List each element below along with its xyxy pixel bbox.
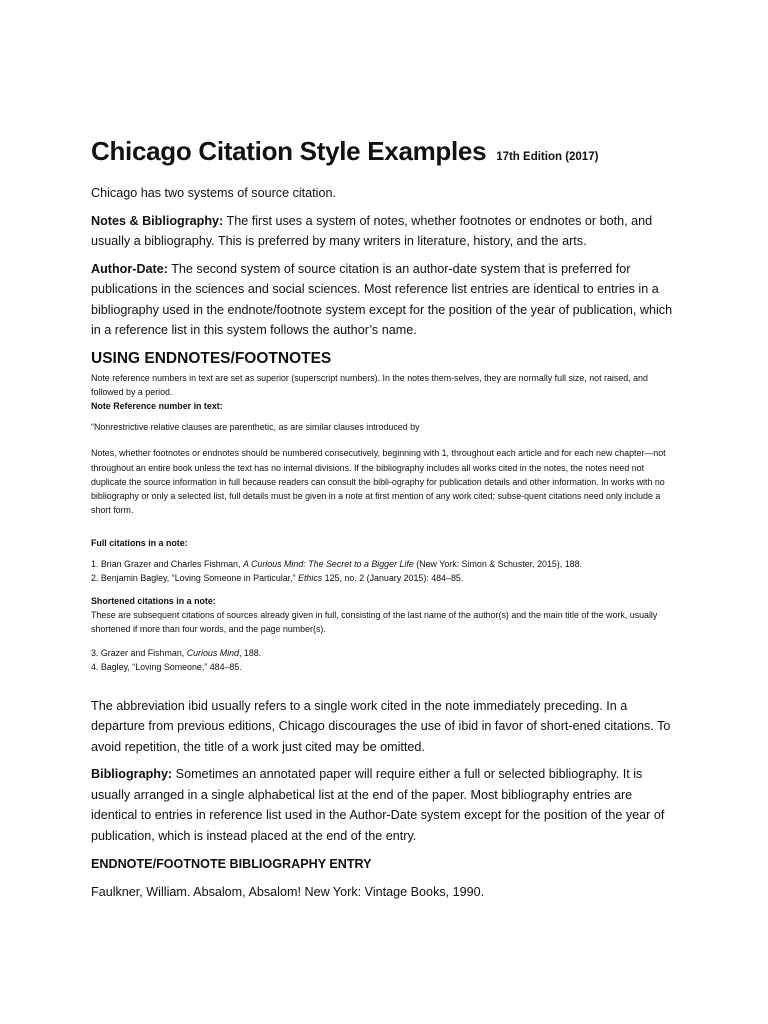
title-text: Chicago Citation Style Examples (91, 136, 487, 166)
bibliography-text: Sometimes an annotated paper will require either a full or selected bibliography. It is usually arranged in a single alphabetical list at the end of the paper. Most bibliography entries are identical to entries in reference list used in the Author-Date system except for the position of the year of publication, which is instead placed at the end of the entry. (91, 767, 665, 843)
bibliography-paragraph (91, 764, 676, 846)
bibliography-entry-heading: ENDNOTE/FOOTNOTE BIBLIOGRAPHY ENTRY (91, 857, 372, 872)
notes-bibliography-label: Notes & Bibliography: (91, 213, 224, 228)
note-reference-label: Note Reference number in text: (91, 400, 223, 411)
numbering-paragraph: Notes, whether footnotes or endnotes should be numbered consecutively, beginning with 1, throughout each article and for each new chapter—not throughout an entire book unless the text has no internal divisions. If the bibliography includes all works cited in the notes, the notes need not duplicate the source information in full because readers can consult the bibli-ography for publication details and other information. In works with no bibliography or only a selected list, full details must be given in a note at first mention of any work cited; subse-quent citations need only include a short form. (91, 448, 666, 516)
bibliography-example: Faulkner, William. Absalom, Absalom! New York: Vintage Books, 1990. (91, 885, 485, 900)
page-title (91, 134, 676, 174)
full-citation-2-author: 2. Benjamin Bagley, “Loving Someone in Particular,” (91, 572, 299, 583)
full-citation-1-publication: (New York: Simon & Schuster, 2015), 188. (413, 558, 583, 569)
document-body (91, 134, 676, 903)
notes-intro: Note reference numbers in text are set as superior (superscript numbers). In the notes them-selves, they are normally full size, not raised, and followed by a period. (91, 372, 648, 397)
short-citation-4: 4. Bagley, “Loving Someone,” 484–85. (91, 661, 242, 672)
edition-label: 17th Edition (2017) (496, 151, 599, 163)
short-citation-3 (91, 646, 676, 660)
full-citation-1-title: A Curious Mind: The Secret to a Bigger Life (242, 558, 414, 569)
full-citation-1-author: 1. Brian Grazer and Charles Fishman, (91, 558, 243, 569)
full-citation-2-publication: 125, no. 2 (January 2015): 484–85. (322, 572, 464, 583)
section-heading: USING ENDNOTES/FOOTNOTES (91, 349, 332, 367)
intro-paragraph: Chicago has two systems of source citation. (91, 186, 336, 200)
author-date-paragraph (91, 259, 676, 341)
full-citation-1 (91, 557, 676, 571)
author-date-text: The second system of source citation is an author-date system that is preferred for publications in the sciences and social sciences. Most reference list entries are identical to entries in a bibliography used in the endnote/footnote system except for the position of the year of publication, which in a reference list in this system follows the author’s name. (91, 261, 673, 337)
shortened-citations-label: Shortened citations in a note: (91, 595, 216, 606)
full-citations-label: Full citations in a note: (91, 538, 188, 549)
shortened-citations-description: These are subsequent citations of sources already given in full, consisting of the last name of the author(s) and the main title of the work, usually shortened if more than four words, and the page number(s). (91, 610, 658, 635)
full-citation-2-journal: Ethics (298, 572, 323, 583)
full-citation-2 (91, 571, 676, 585)
short-citation-3-title: Curious Mind (186, 647, 239, 658)
notes-bibliography-text: The first uses a system of notes, whether footnotes or endnotes or both, and usually a bibliography. This is preferred by many writers in literature, history, and the arts. (91, 213, 653, 248)
author-date-label: Author-Date: (91, 261, 168, 276)
note-reference-example: “Nonrestrictive relative clauses are parenthetic, as are similar clauses introduced by (91, 422, 420, 433)
bibliography-label: Bibliography: (91, 767, 173, 782)
notes-bibliography-paragraph (91, 211, 676, 252)
short-citation-3-author: 3. Grazer and Fishman, (91, 647, 187, 658)
short-citation-3-page: , 188. (239, 647, 262, 658)
ibid-paragraph: The abbreviation ibid usually refers to a single work cited in the note immediately preceding. In a departure from previous editions, Chicago discourages the use of ibid in favor of short-ened citations. To avoid repetition, the title of a work just cited may be omitted. (91, 698, 671, 754)
